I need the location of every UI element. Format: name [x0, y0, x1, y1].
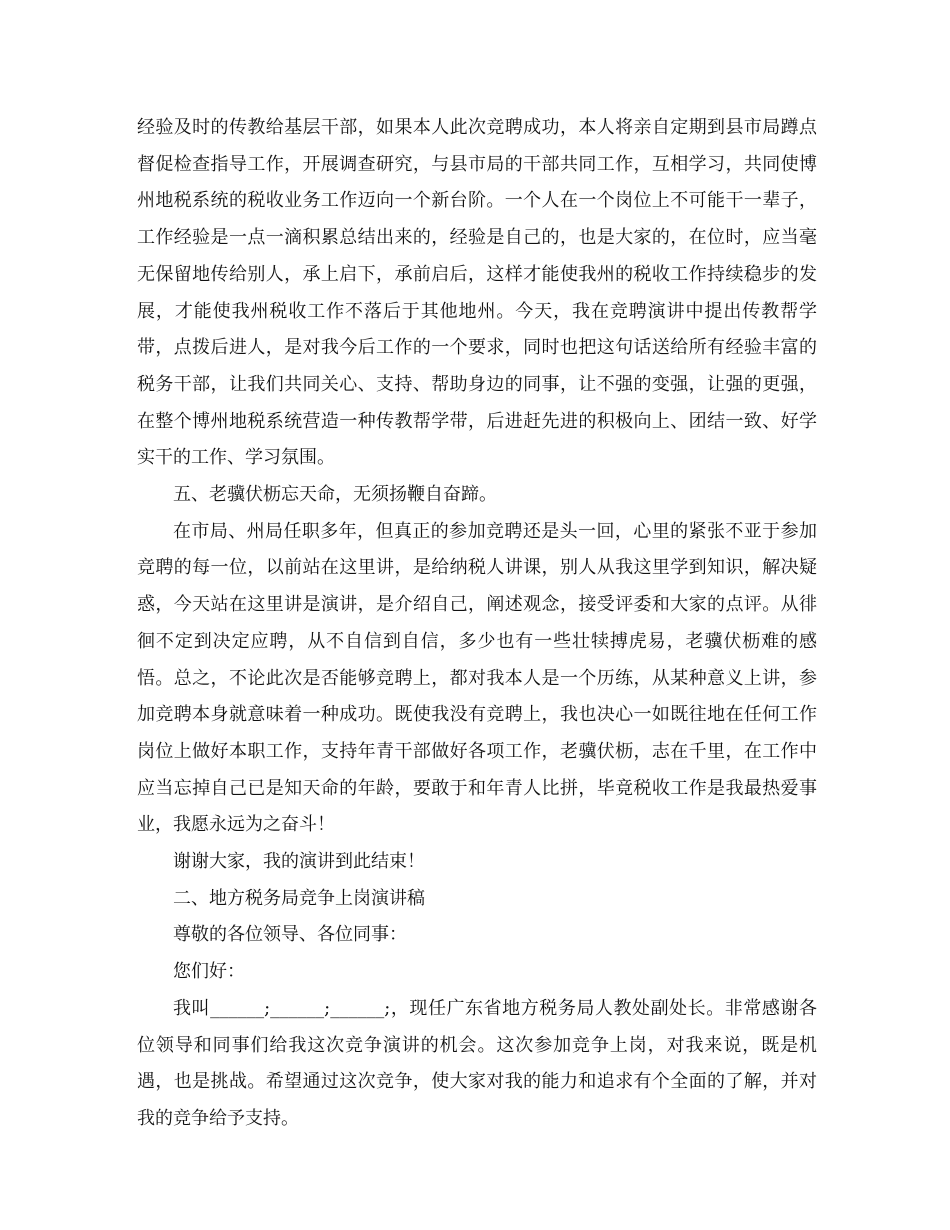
paragraph-closing-thanks: 谢谢大家，我的演讲到此结束！ — [173, 851, 425, 873]
section-heading-five: 五、老骥伏枥忘天命，无须扬鞭自奋蹄。 — [173, 484, 497, 506]
salutation: 尊敬的各位领导、各位同事： — [173, 924, 407, 946]
section-heading-two: 二、地方税务局竞争上岗演讲稿 — [173, 887, 425, 909]
paragraph-competition-experience: 在市局、州局任职多年，但真正的参加竞聘还是头一回，心里的紧张不亚于参加竞聘的每一位，以前站在这里讲，是给纳税人讲课，别人从我这里学到知识，解决疑惑，今天站在这里讲是演讲，是介绍自己，阐述观念，接受评委和大家的点评。从徘徊不定到决定应聘，从不自信到自信，多少也有一些壮犊搏虎易，老骥伏枥难的感悟。总之，不论此次是否能够竞聘上，都对我本人是一个历练，从某种意义上讲，参加竞聘本身就意味着一种成功。既使我没有竞聘上，我也决心一如既往地在任何工作岗位上做好本职工作，支持年青干部做好各项工作，老骥伏枥，志在千里，在工作中应当忘掉自己已是知天命的年龄，要敢于和年青人比拼，毕竟税收工作是我最热爱事业，我愿永远为之奋斗！ — [137, 520, 817, 836]
greeting: 您们好： — [173, 961, 245, 983]
paragraph-introduction: 我叫______;______;______;，现任广东省地方税务局人教处副处长。非常感谢各位领导和同事们给我这次竞争演讲的机会。这次参加竞争上岗，对我来说，既是机遇，也是挑战。希望通过这次竞争，使大家对我的能力和追求有个全面的了解，并对我的竞争给予支持。 — [137, 997, 817, 1129]
document-body — [137, 110, 817, 1138]
paragraph-mentoring: 经验及时的传教给基层干部，如果本人此次竞聘成功，本人将亲自定期到县市局蹲点督促检查指导工作，开展调查研究，与县市局的干部共同工作，互相学习，共同使博州地税系统的税收业务工作迈向一个新台阶。一个人在一个岗位上不可能干一辈子，工作经验是一点一滴积累总结出来的，经验是自己的，也是大家的，在位时，应当毫无保留地传给别人，承上启下，承前启后，这样才能使我州的税收工作持续稳步的发展，才能使我州税收工作不落后于其他地州。今天，我在竞聘演讲中提出传教帮学带，点拨后进人，是对我今后工作的一个要求，同时也把这句话送给所有经验丰富的税务干部，让我们共同关心、支持、帮助身边的同事，让不强的变强，让强的更强，在整个博州地税系统营造一种传教帮学带，后进赶先进的积极向上、团结一致、好学实干的工作、学习氛围。 — [137, 117, 817, 469]
